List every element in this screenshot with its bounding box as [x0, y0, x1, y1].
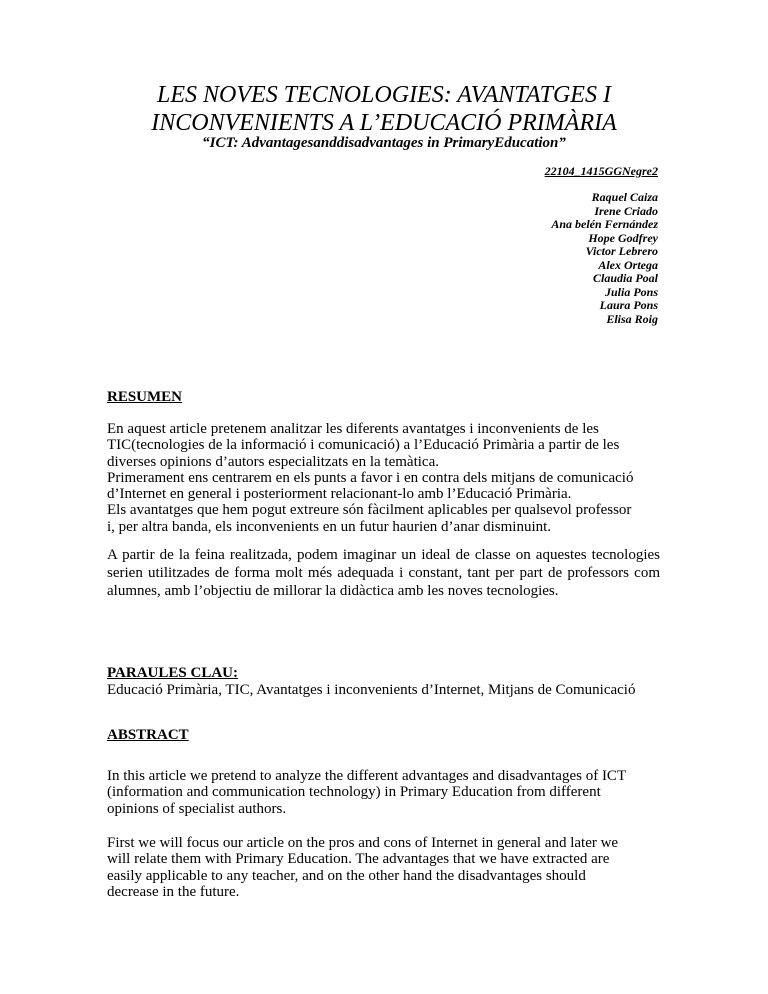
abstract-heading: ABSTRACT	[107, 727, 189, 743]
text-line: will relate them with Primary Education. The advantages that we have extracted are	[107, 851, 610, 868]
resumen-paragraph-1	[107, 421, 660, 535]
text-line: decrease in the future.	[107, 883, 240, 900]
resumen-heading: RESUMEN	[107, 389, 183, 405]
text-line: opinions of specialist authors.	[107, 800, 287, 817]
author-list	[551, 191, 658, 326]
author: Elisa Roig	[606, 311, 658, 326]
author: Alex Ortega	[598, 257, 658, 272]
title-line: INCONVENIENTS A L’EDUCACIÓ PRIMÀRIA	[151, 110, 617, 136]
text-line: easily applicable to any teacher, and on the other hand the disadvantages should	[107, 867, 586, 884]
document-code: 22104_1415GGNegre2	[544, 164, 658, 178]
author: Ana belén Fernández	[551, 217, 658, 231]
author: Claudia Poal	[592, 271, 658, 285]
resumen-paragraph-2: A partir de la feina realitzada, podem imaginar un ideal de classe on aquestes tecnologies serien utilitzades de forma molt més adequada i constant, tant per part de professors com alumnes, amb l’objectiu de millorar la didàctica amb les noves tecnologies.	[107, 547, 660, 599]
author: Victor Lebrero	[585, 244, 658, 258]
text-line: i, per altra banda, els inconvenients en un futur haurien d’anar disminuint.	[107, 518, 552, 535]
text-line: TIC(tecnologies de la informació i comunicació) a l’Educació Primària a partir de les	[107, 437, 620, 454]
text-line: Els avantatges que hem pogut extreure són fàcilment aplicables per qualsevol professor	[107, 502, 632, 519]
text-line: Educació Primària, TIC, Avantatges i inconvenients d’Internet, Mitjans de Comunicació	[107, 682, 636, 698]
abstract-paragraph-1	[107, 768, 660, 817]
document-title	[0, 81, 768, 137]
text-line: En aquest article pretenem analitzar les diferents avantatges i inconvenients de les	[107, 421, 599, 437]
author: Laura Pons	[599, 298, 658, 312]
author: Irene Criado	[594, 203, 658, 218]
text-line: First we will focus our article on the pros and cons of Internet in general and later we	[107, 835, 619, 851]
document-subtitle: “ICT: Advantagesanddisadvantages in PrimaryEducation”	[202, 135, 566, 151]
text-line: In this article we pretend to analyze the different advantages and disadvantages of ICT	[107, 768, 627, 784]
text-line: d’Internet en general i posteriorment relacionant-lo amb l’Educació Primària.	[107, 486, 572, 503]
keywords-heading: PARAULES CLAU:	[107, 665, 238, 681]
title-line: LES NOVES TECNOLOGIES: AVANTATGES I	[157, 82, 611, 108]
text-line: diverses opinions d’autors especialitzats en la temàtica.	[107, 453, 439, 470]
author: Hope Godfrey	[588, 230, 658, 245]
author: Julia Pons	[604, 284, 658, 299]
keywords-text	[107, 682, 660, 698]
author: Raquel Caiza	[591, 190, 658, 204]
text-line: Primerament ens centrarem en els punts a favor i en contra dels mitjans de comunicació	[107, 469, 634, 486]
abstract-paragraph-2	[107, 835, 660, 900]
text-line: (information and communication technology) in Primary Education from different	[107, 784, 601, 801]
